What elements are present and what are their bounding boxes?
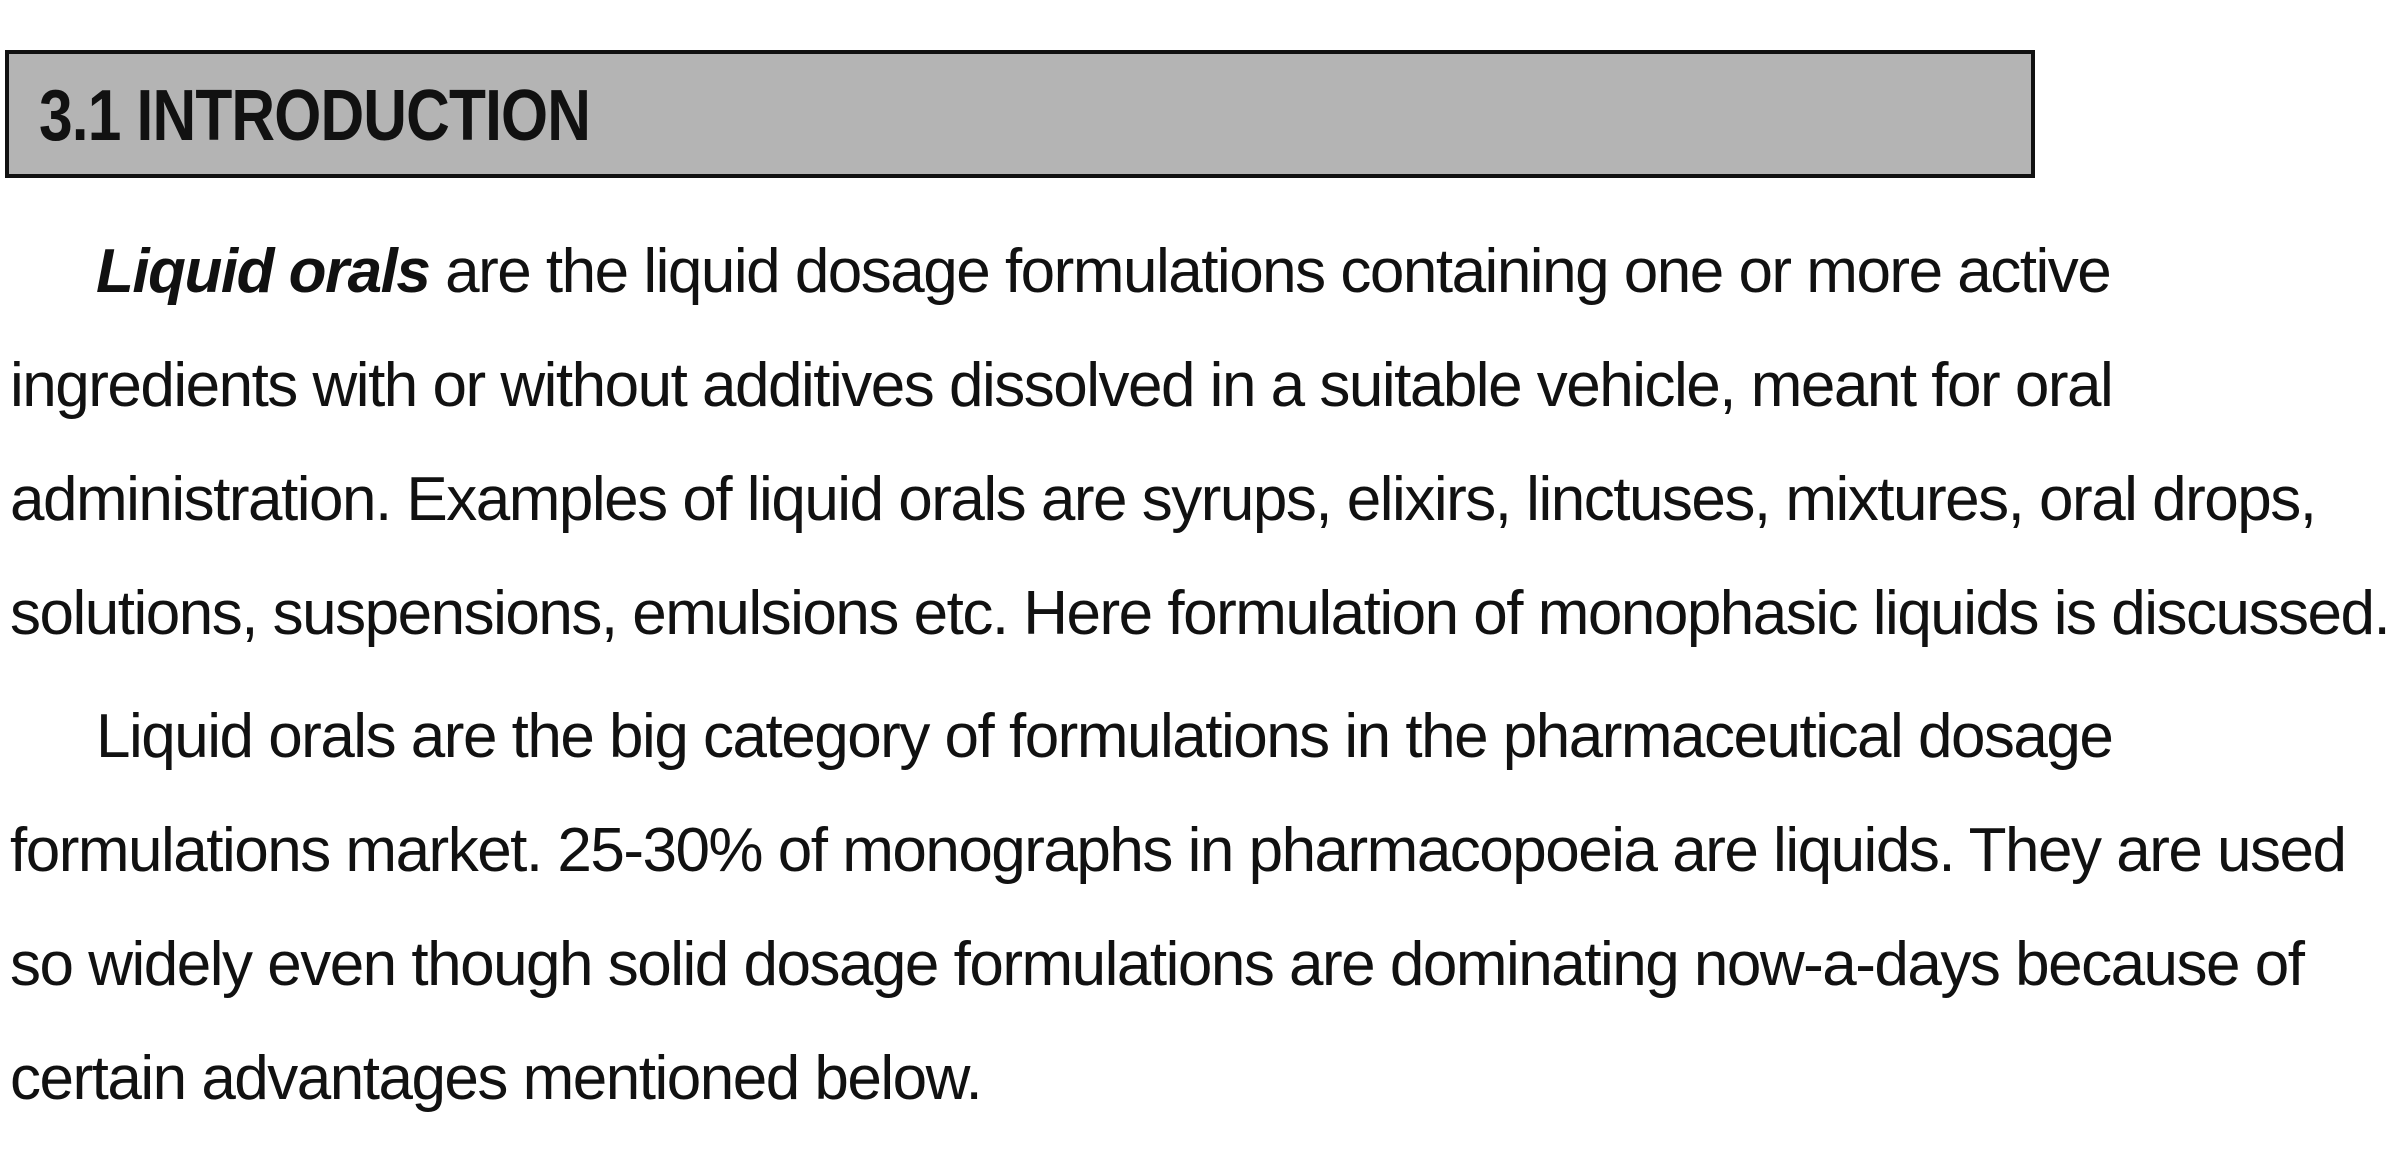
paragraph-line: Liquid orals are the big category of formulations in the pharmaceutical dosage — [96, 702, 2113, 771]
paragraph-line: ingredients with or without additives dissolved in a suitable vehicle, meant for oral — [10, 351, 2113, 420]
paragraph-line: certain advantages mentioned below. — [10, 1044, 982, 1113]
section-title: 3.1 INTRODUCTION — [39, 76, 591, 156]
defined-term: Liquid orals — [96, 237, 430, 306]
paragraph-line — [10, 215, 2111, 329]
section-header — [5, 50, 2035, 178]
paragraph-market — [10, 680, 2346, 1136]
line-text: are the liquid dosage formulations containing one or more active — [429, 237, 2111, 306]
paragraph-line: so widely even though solid dosage formulations are dominating now-a-days because of — [10, 930, 2304, 999]
paragraph-line: formulations market. 25-30% of monographs in pharmacopoeia are liquids. They are used — [10, 816, 2346, 885]
paragraph-line: administration. Examples of liquid orals are syrups, elixirs, linctuses, mixtures, oral drops, — [10, 465, 2316, 534]
paragraph-definition — [10, 215, 2389, 671]
paragraph-line: solutions, suspensions, emulsions etc. Here formulation of monophasic liquids is discussed. — [10, 579, 2389, 648]
